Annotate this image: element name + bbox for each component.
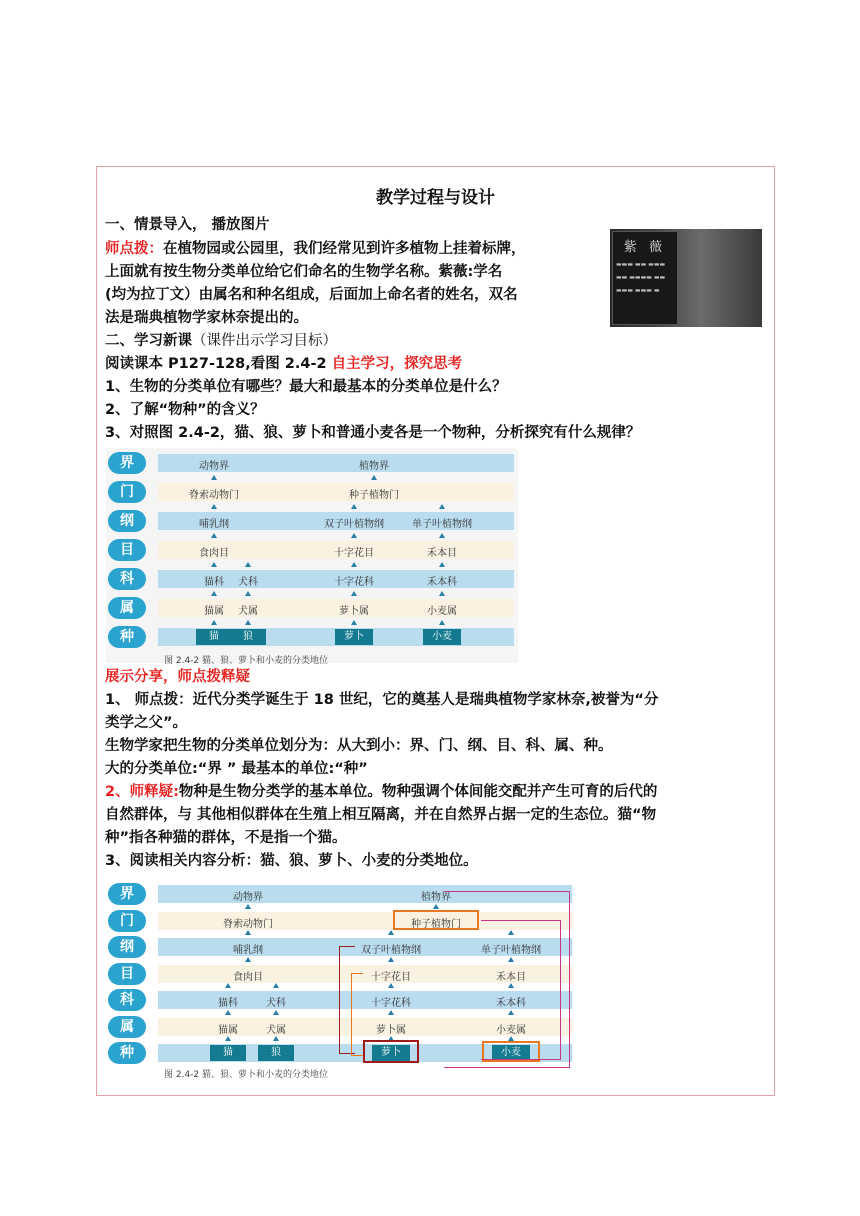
class-1: 双子叶植物纲 [361, 945, 421, 956]
order-arrow-0 [245, 957, 251, 962]
section-2-heading [105, 331, 337, 351]
genus-arrow-2 [388, 1010, 394, 1015]
class-arrow-0 [211, 504, 217, 509]
family-1: 犬科 [238, 577, 258, 588]
plant-sign-photo [610, 229, 762, 327]
order-0: 食肉目 [233, 971, 263, 983]
lesson-frame [96, 166, 775, 1096]
species-arrow-1 [273, 1036, 279, 1041]
paragraph-1-line-1: 1、 师点拨：近代分类学诞生于 18 世纪，它的奠基人是瑞典植物学家林奈,被誉为“分 [105, 692, 659, 708]
question-1: 1、生物的分类单位有哪些？最大和最基本的分类单位是什么？ [105, 379, 507, 395]
rank-label-3: 目 [108, 963, 146, 985]
highlight-radish [363, 1040, 419, 1063]
rank-label-2: 纲 [108, 510, 146, 532]
genus-arrow-2 [351, 591, 357, 596]
order-arrow-1 [388, 957, 394, 962]
genus-3: 小麦属 [427, 606, 457, 617]
rank-label-3: 目 [108, 539, 146, 561]
class-arrow-2 [439, 504, 445, 509]
rank-label-2: 纲 [108, 936, 146, 958]
paragraph-4-line-1 [105, 782, 657, 802]
paragraph-1-line-2: 类学之父”。 [105, 715, 188, 731]
family-arrow-3 [439, 562, 445, 567]
genus-arrow-3 [439, 591, 445, 596]
phylum-arrow-1 [433, 904, 439, 909]
rank-label-5: 属 [108, 597, 146, 619]
family-2: 十字花科 [334, 577, 374, 588]
species-arrow-1 [245, 620, 251, 625]
paragraph-2: 生物学家把生物的分类单位划分为：从大到小：界、门、纲、目、科、属、种。 [105, 738, 613, 754]
phylum-arrow-0 [245, 904, 251, 909]
teacher-text-1: 在植物园或公园里，我们经常见到许多植物上挂着标牌， [163, 241, 526, 257]
family-arrow-1 [273, 983, 279, 988]
genus-2: 萝卜属 [339, 606, 369, 617]
paragraph-4-text-1: 物种是生物分类学的基本单位。物种强调个体间能交配并产生可育的后代的 [178, 784, 658, 800]
family-arrow-1 [245, 562, 251, 567]
rank-label-5: 属 [108, 1016, 146, 1038]
class-arrow-1 [351, 504, 357, 509]
paragraph-3: 大的分类单位:“界 ” 最基本的单位:“种” [105, 761, 368, 777]
class-2: 单子叶植物纲 [481, 945, 541, 956]
family-0: 猫科 [218, 998, 238, 1009]
plant-sign: 紫 薇 ▬▬▬ ▬▬ ▬▬▬ ▬▬ ▬▬▬▬ ▬▬ ▬▬▬ ▬▬▬ ▬ [612, 231, 678, 325]
kingdom-0: 动物界 [199, 461, 229, 472]
order-1: 十字花目 [334, 548, 374, 559]
order-arrow-1 [351, 533, 357, 538]
genus-1: 犬属 [238, 606, 258, 617]
rank-label-0: 界 [108, 883, 146, 905]
figure-caption: 图 2.4-2 猫、狼、萝卜和小麦的分类地位 [164, 1069, 329, 1080]
family-arrow-0 [211, 562, 217, 567]
genus-1: 犬属 [266, 1024, 286, 1036]
page-title: 教学过程与设计 [376, 188, 495, 208]
teacher-note-line-1 [105, 239, 526, 259]
share-heading: 展示分享，师点拨释疑 [105, 669, 250, 685]
rank-label-6: 种 [108, 1042, 146, 1064]
question-3: 3、对照图 2.4-2，猫、狼、萝卜和普通小麦各是一个物种，分析探究有什么规律？ [105, 425, 641, 441]
family-2: 十字花科 [371, 998, 411, 1009]
rank-label-1: 门 [108, 910, 146, 932]
phylum-arrow-0 [211, 475, 217, 480]
teacher-explain-label: 2、师释疑: [105, 784, 179, 800]
paragraph-4-line-3: 种”指各种猫的群体，不是指一个猫。 [105, 830, 347, 846]
taxonomy-figure-2 [106, 877, 576, 1082]
order-0: 食肉目 [199, 548, 229, 559]
species-1: 狼 [230, 629, 266, 645]
genus-arrow-1 [245, 591, 251, 596]
species-0: 猫 [210, 1045, 246, 1061]
rank-label-6: 种 [108, 626, 146, 648]
family-1: 犬科 [266, 998, 286, 1009]
family-arrow-0 [225, 983, 231, 988]
bracket-seed-plant [481, 920, 561, 1061]
genus-0: 猫属 [218, 1024, 238, 1036]
family-0: 猫科 [204, 577, 224, 588]
order-2: 禾本目 [496, 971, 526, 983]
teacher-note-line-3: (均为拉丁文）由属名和种名组成，后面加上命名者的姓名，双名 [105, 287, 518, 303]
family-3: 禾本科 [427, 577, 457, 588]
figure-caption: 图 2.4-2 猫、狼、萝卜和小麦的分类地位 [164, 656, 329, 666]
bracket-order [351, 973, 363, 1057]
class-2: 单子叶植物纲 [412, 519, 472, 530]
section-2-title: 二、学习新课 [105, 333, 192, 349]
kingdom-1: 植物界 [359, 461, 389, 472]
class-0: 哺乳纲 [199, 519, 229, 530]
class-1: 双子叶植物纲 [324, 519, 384, 530]
kingdom-0: 动物界 [233, 892, 263, 903]
order-arrow-2 [439, 533, 445, 538]
species-arrow-0 [211, 620, 217, 625]
order-1: 十字花目 [371, 971, 411, 983]
species-arrow-0 [225, 1036, 231, 1041]
taxonomy-figure-1 [106, 448, 518, 666]
family-3: 禾本科 [496, 998, 526, 1009]
teacher-label: 师点拨： [105, 241, 163, 257]
rank-label-1: 门 [108, 481, 146, 503]
paragraph-4-line-2: 自然群体，与 其他相似群体在生殖上相互隔离，并在自然界占据一定的生态位。猫“物 [105, 807, 657, 823]
reading-text: 阅读课本 P127-128,看图 2.4-2 [105, 356, 327, 372]
rank-label-4: 科 [108, 989, 146, 1011]
species-0: 猫 [196, 629, 232, 645]
reading-instruction [105, 354, 462, 374]
rank-label-0: 界 [108, 452, 146, 474]
section-1-heading: 一、情景导入， 播放图片 [105, 217, 270, 233]
order-arrow-0 [211, 533, 217, 538]
sign-title: 紫 薇 [623, 240, 667, 255]
genus-0: 猫属 [204, 606, 224, 617]
reading-red-text: 自主学习，探究思考 [331, 356, 463, 372]
family-arrow-2 [351, 562, 357, 567]
phylum-1: 种子植物门 [349, 490, 399, 501]
genus-3: 小麦属 [496, 1024, 526, 1036]
genus-arrow-0 [225, 1010, 231, 1015]
phylum-0: 脊索动物门 [189, 490, 239, 501]
teacher-note-line-4: 法是瑞典植物学家林奈提出的。 [105, 310, 308, 326]
paragraph-5: 3、阅读相关内容分析：猫、狼、萝卜、小麦的分类地位。 [105, 853, 478, 869]
genus-2: 萝卜属 [376, 1024, 406, 1036]
rank-label-4: 科 [108, 568, 146, 590]
order-2: 禾本目 [427, 548, 457, 559]
phylum-1: 种子植物门 [411, 918, 461, 930]
teacher-note-line-2: 上面就有按生物分类单位给它们命名的生物学名称。紫薇:学名 [105, 264, 503, 280]
species-arrow-3 [439, 620, 445, 625]
phylum-arrow-1 [371, 475, 377, 480]
species-arrow-2 [351, 620, 357, 625]
class-0: 哺乳纲 [233, 945, 263, 956]
phylum-0: 脊索动物门 [223, 918, 273, 930]
kingdom-1: 植物界 [421, 892, 451, 903]
species-3: 小麦 [492, 1045, 530, 1061]
species-3: 小麦 [423, 629, 461, 645]
class-arrow-0 [245, 930, 251, 935]
family-arrow-2 [388, 983, 394, 988]
species-2: 萝卜 [372, 1045, 410, 1061]
genus-arrow-0 [211, 591, 217, 596]
question-2: 2、了解“物种”的含义？ [105, 402, 265, 418]
section-2-note: （课件出示学习目标） [192, 333, 337, 349]
genus-arrow-1 [273, 1010, 279, 1015]
class-arrow-1 [388, 930, 394, 935]
species-2: 萝卜 [335, 629, 373, 645]
species-1: 狼 [258, 1045, 294, 1061]
